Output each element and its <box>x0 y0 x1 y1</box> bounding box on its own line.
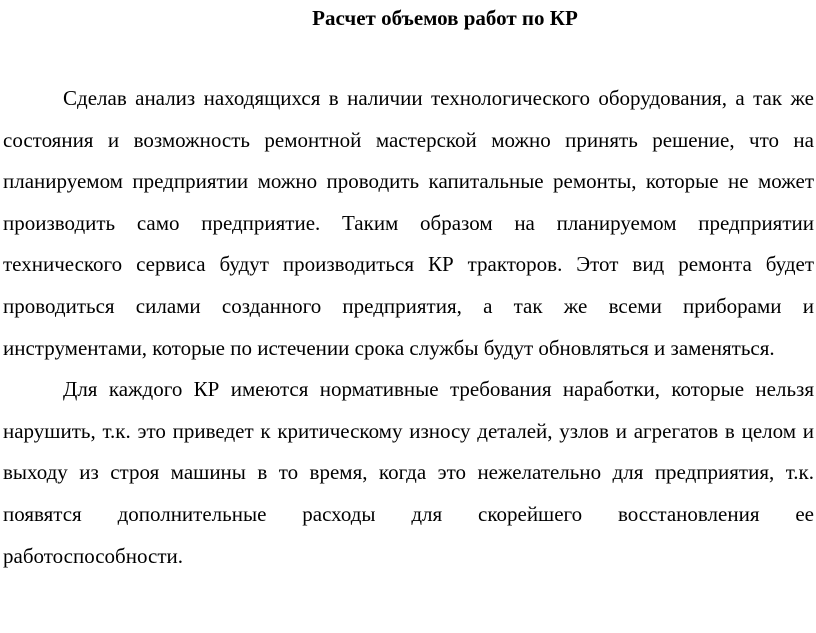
document-title: Расчет объемов работ по КР <box>312 6 578 30</box>
paragraph-requirements: Для каждого КР имеются нормативные требования наработки, которые нельзя нарушить, т.к. это приведет к критическому износу деталей, узлов и агрегатов в целом и выходу из строя машины в то время, когда это нежелательно для предприятия, т.к. появятся дополнительные расходы для скорейшего восстановления ее работоспособности. <box>3 377 814 568</box>
paragraph-analysis: Сделав анализ находящихся в наличии технологического оборудования, а так же состояния и возможность ремонтной мастерской можно принять решение, что на планируемом предприятии можно проводить капитальные ремонты, которые не может производить само предприятие. Таким образом на планируемом предприятии технического сервиса будут производиться КР тракторов. Этот вид ремонта будет проводиться силами созданного предприятия, а так же всеми приборами и инструментами, которые по истечении срока службы будут обновляться и заменяться. <box>3 86 814 360</box>
document-body <box>3 78 814 577</box>
